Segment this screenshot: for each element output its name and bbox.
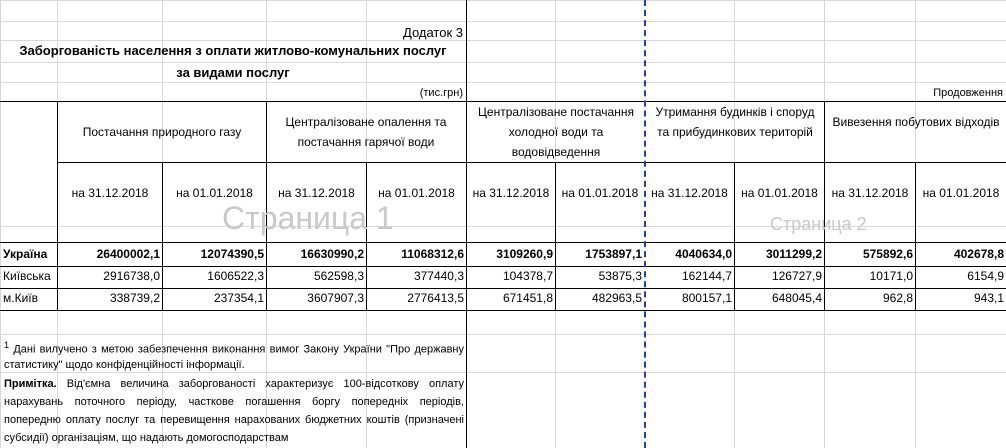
table-cell[interactable]: 104378,7 (502, 269, 553, 283)
column-header-gas: Постачання природного газу (82, 125, 242, 139)
date-header: на 31.12.2018 (71, 186, 149, 200)
table-cell[interactable]: 338739,2 (109, 291, 160, 305)
table-cell[interactable]: 6154,9 (967, 269, 1004, 283)
page-title: Заборгованість населення з оплати житлово-комунальних послуг (19, 43, 447, 58)
column-header-waste: Вивезення побутових відходів (832, 115, 1000, 129)
unit-label: (тис.грн) (419, 87, 463, 99)
column-header-heating: Централізоване опалення та постачання гарячої води (285, 115, 447, 149)
table-cell[interactable]: 162144,7 (681, 269, 732, 283)
annex-label: Додаток 3 (403, 25, 463, 40)
row-label: Україна (3, 247, 48, 261)
page-watermark: Страница 2 (770, 214, 867, 234)
footnote-text: Дані вилучено з метою забезпечення виконання вимог Закону України "Про державну статистику" щодо конфіденційності інформації. (4, 343, 464, 371)
page-watermark: Страница 1 (222, 200, 394, 236)
table-cell[interactable]: 648045,4 (771, 291, 822, 305)
table-cell[interactable]: 3011299,2 (765, 247, 822, 261)
date-header: на 01.01.2018 (561, 186, 639, 200)
column-header-water: Централізоване постачання холодної води та водовідведення (478, 105, 634, 159)
table-cell[interactable]: 11068312,6 (401, 247, 464, 261)
table-cell[interactable]: 2776413,5 (407, 291, 464, 305)
row-label: м.Київ (3, 291, 38, 305)
table-cell[interactable]: 482963,5 (591, 291, 642, 305)
remark-text: Від'ємна величина заборгованості характеризує 100-відсоткову оплату нарахувань поточного періоду, часткове погашення боргу попередніх періодів, попередню оплату послуг та перевищення нарахованих бюджетних коштів (призначені субсидії) організаціям, що надають домогосподарствам (4, 378, 464, 444)
table-cell[interactable]: 4040634,0 (675, 247, 732, 261)
row-label: Київська (3, 269, 51, 283)
table-cell[interactable]: 402678,8 (953, 247, 1004, 261)
table-cell[interactable]: 2916738,0 (103, 269, 160, 283)
table-cell[interactable]: 26400002,1 (96, 247, 160, 261)
date-header: на 01.01.2018 (741, 186, 818, 200)
table-cell[interactable]: 575892,6 (862, 247, 913, 261)
table-cell[interactable]: 53875,3 (598, 269, 642, 283)
remark-note (4, 375, 464, 447)
table-cell[interactable]: 16630990,2 (300, 247, 364, 261)
date-header: на 31.12.2018 (472, 186, 550, 200)
table-cell[interactable]: 800157,1 (681, 291, 732, 305)
date-header: на 31.12.2018 (831, 186, 909, 200)
table-cell[interactable]: 12074390,5 (200, 247, 264, 261)
date-header: на 31.12.2018 (651, 186, 728, 200)
date-header: на 01.01.2018 (176, 186, 253, 200)
continuation-label: Продовження (933, 87, 1003, 99)
date-header: на 01.01.2018 (378, 186, 455, 200)
date-header: на 01.01.2018 (922, 186, 1000, 200)
table-cell[interactable]: 1753897,1 (585, 247, 642, 261)
page-break-line[interactable] (644, 0, 646, 448)
page-subtitle: за видами послуг (176, 65, 290, 80)
table-cell[interactable]: 562598,3 (313, 269, 364, 283)
table-cell[interactable]: 10171,0 (869, 269, 913, 283)
table-cell[interactable]: 3109260,9 (496, 247, 553, 261)
table-cell[interactable]: 671451,8 (502, 291, 553, 305)
column-header-maintenance: Утримання будинків і споруд та прибудинкових територій (655, 105, 815, 139)
remark-label: Примітка. (4, 378, 57, 390)
table-cell[interactable]: 962,8 (882, 291, 913, 305)
table-cell[interactable]: 377440,3 (413, 269, 464, 283)
footnote-mark: 1 (4, 340, 10, 350)
table-cell[interactable]: 237354,1 (213, 291, 264, 305)
table-cell[interactable]: 943,1 (973, 291, 1004, 305)
footnote (4, 338, 464, 373)
date-header: на 31.12.2018 (278, 186, 355, 200)
table-cell[interactable]: 1606522,3 (207, 269, 264, 283)
table-cell[interactable]: 3607907,3 (307, 291, 364, 305)
table-cell[interactable]: 126727,9 (771, 269, 822, 283)
